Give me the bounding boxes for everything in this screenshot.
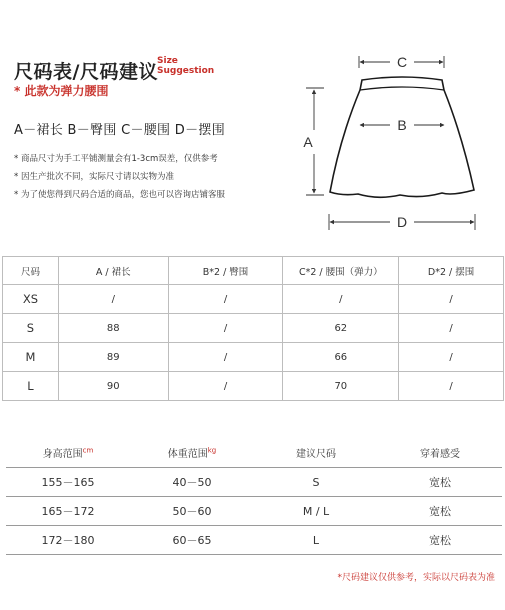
unit-kg: kg: [207, 446, 217, 455]
weight-range: 40－50: [130, 468, 254, 497]
skirt-outline: [330, 77, 474, 197]
header-suggested-size: 建议尺码: [254, 437, 378, 468]
fit-feel: 宽松: [378, 468, 502, 497]
size-label: M: [3, 343, 59, 372]
suggested-size: S: [254, 468, 378, 497]
skirt-diagram: [292, 50, 492, 240]
hem-value: /: [399, 343, 504, 372]
suggested-size: M / L: [254, 497, 378, 526]
measurement-legend: A－裙长 B－臀围 C－腰围 D－摆围: [14, 123, 225, 138]
fit-feel: 宽松: [378, 526, 502, 555]
label-c: C: [396, 54, 408, 70]
header-hip: B*2 / 臀围: [168, 257, 283, 285]
hem-value: /: [399, 285, 504, 314]
table-row: [6, 526, 502, 555]
header-fit-feel: 穿着感受: [378, 437, 502, 468]
waist-value: 62: [283, 314, 399, 343]
header-height-text: 身高范围: [42, 448, 83, 460]
elastic-waist-note: * 此款为弹力腰围: [14, 84, 109, 98]
size-label: XS: [3, 285, 59, 314]
weight-range: 50－60: [130, 497, 254, 526]
header-weight-range: [130, 437, 254, 468]
length-value: 88: [58, 314, 168, 343]
hem-value: /: [399, 314, 504, 343]
title-en-size: Size: [157, 56, 178, 66]
table-row: [6, 468, 502, 497]
table-row: [3, 314, 504, 343]
fit-table-header-row: [6, 437, 502, 468]
note-batch-difference: * 因生产批次不同，实际尺寸请以实物为准: [14, 172, 174, 182]
label-d: D: [396, 214, 408, 230]
page-title: 尺码表/尺码建议: [14, 61, 158, 83]
header-size: 尺码: [3, 257, 59, 285]
hip-value: /: [168, 314, 283, 343]
table-row: [6, 497, 502, 526]
hip-value: /: [168, 285, 283, 314]
header-waist: C*2 / 腰围（弹力）: [283, 257, 399, 285]
label-b: B: [397, 117, 407, 133]
length-value: 89: [58, 343, 168, 372]
suggested-size: L: [254, 526, 378, 555]
size-suggestion-footnote: *尺码建议仅供参考，实际以尺码表为准: [337, 573, 495, 583]
note-consult-service: * 为了使您得到尺码合适的商品，您也可以咨询店铺客服: [14, 190, 225, 200]
height-range: 172－180: [6, 526, 130, 555]
page-title-english: [157, 56, 214, 76]
title-en-suggestion: Suggestion: [157, 66, 215, 76]
waist-value: 66: [283, 343, 399, 372]
size-suggestion-table: [6, 437, 502, 555]
length-value: /: [58, 285, 168, 314]
hip-value: /: [168, 343, 283, 372]
unit-cm: cm: [82, 446, 94, 455]
weight-range: 60－65: [130, 526, 254, 555]
height-range: 155－165: [6, 468, 130, 497]
header-length: A / 裙长: [58, 257, 168, 285]
length-value: 90: [58, 372, 168, 401]
table-row: [3, 285, 504, 314]
waist-value: 70: [283, 372, 399, 401]
header-weight-text: 体重范围: [167, 448, 208, 460]
table-row: [3, 343, 504, 372]
height-range: 165－172: [6, 497, 130, 526]
size-chart-table: [2, 256, 504, 401]
size-table-header-row: [3, 257, 504, 285]
header-height-range: [6, 437, 130, 468]
waist-value: /: [283, 285, 399, 314]
note-measurement-error: * 商品尺寸为手工平铺测量会有1-3cm误差，仅供参考: [14, 154, 218, 164]
fit-feel: 宽松: [378, 497, 502, 526]
header-hem: D*2 / 摆围: [399, 257, 504, 285]
hem-value: /: [399, 372, 504, 401]
label-a: A: [303, 134, 313, 150]
hip-value: /: [168, 372, 283, 401]
table-row: [3, 372, 504, 401]
size-label: S: [3, 314, 59, 343]
size-label: L: [3, 372, 59, 401]
